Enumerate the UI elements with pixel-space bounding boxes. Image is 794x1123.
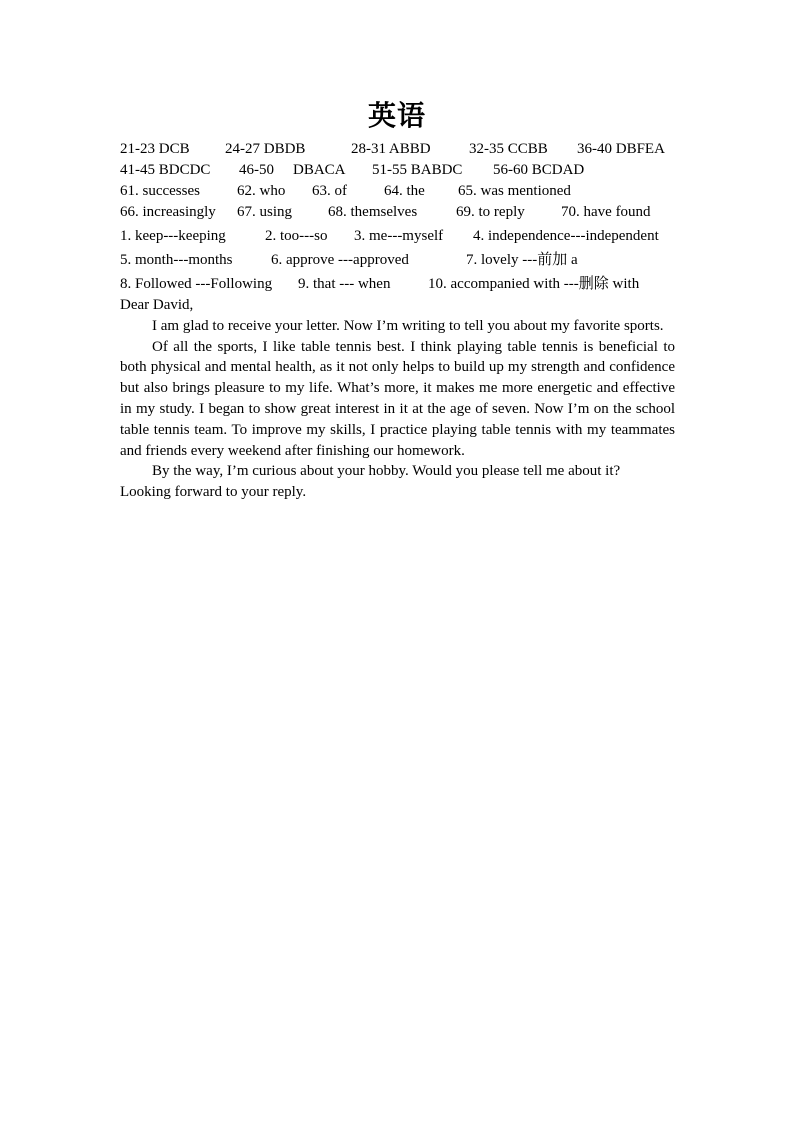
answer-group: DBACA <box>293 162 346 178</box>
answer-item: 61. successes <box>120 183 200 199</box>
answer-item: 67. using <box>237 204 293 220</box>
page-title: 英语 <box>368 99 427 132</box>
letter-paragraph: By the way, I’m curious about your hobby. Would you please tell me about it? <box>152 463 621 480</box>
correction-item: 8. Followed ---Following <box>120 276 273 292</box>
correction-item: 5. month---months <box>120 252 233 268</box>
correction-item: 6. approve ---approved <box>271 252 409 268</box>
answer-group: 24-27 DBDB <box>225 141 306 157</box>
correction-item: 9. that --- when <box>298 276 391 292</box>
answer-item: 66. increasingly <box>120 204 216 220</box>
sample-letter <box>120 295 675 503</box>
letter-paragraph: I am glad to receive your letter. Now I’m writing to tell you about my favorite sports. <box>152 317 664 334</box>
answer-item: 70. have found <box>561 204 651 220</box>
answer-item: 63. of <box>312 183 347 199</box>
answer-group: 51-55 BABDC <box>372 162 463 178</box>
correction-item: 7. lovely ---前加 a <box>466 252 578 268</box>
answer-item: 65. was mentioned <box>458 183 571 199</box>
correction-item: 10. accompanied with ---删除 with <box>428 276 640 292</box>
correction-item: 4. independence---independent <box>473 228 659 244</box>
answer-group: 56-60 BCDAD <box>493 162 585 178</box>
correction-item: 2. too---so <box>265 228 328 244</box>
answer-item: 64. the <box>384 183 425 199</box>
answer-item: 68. themselves <box>328 204 418 220</box>
letter-paragraph: Of all the sports, I like table tennis best. I think playing table tennis is beneficial to both physical and mental health, as it not only helps to build up my strength and confidence but also brings pleasure to my life. What’s more, it makes me more energetic and effective in my study. I began to show great interest in it at the age of seven. Now I’m on the school table tennis team. To improve my skills, I practice playing table tennis with my teammates and friends every weekend after finishing our homework. <box>120 338 675 459</box>
answer-group: 36-40 DBFEA <box>577 141 665 157</box>
answer-group: 21-23 DCB <box>120 141 190 157</box>
answer-group: 32-35 CCBB <box>469 141 548 157</box>
letter-greeting: Dear David, <box>120 297 194 313</box>
answer-group: 41-45 BDCDC <box>120 162 211 178</box>
correction-item: 1. keep---keeping <box>120 228 226 244</box>
answer-item: 69. to reply <box>456 204 525 220</box>
correction-item: 3. me---myself <box>354 228 444 244</box>
letter-closing: Looking forward to your reply. <box>120 484 307 501</box>
answer-group: 28-31 ABBD <box>351 141 431 157</box>
answer-item: 62. who <box>237 183 286 199</box>
answer-group: 46-50 <box>239 162 274 178</box>
